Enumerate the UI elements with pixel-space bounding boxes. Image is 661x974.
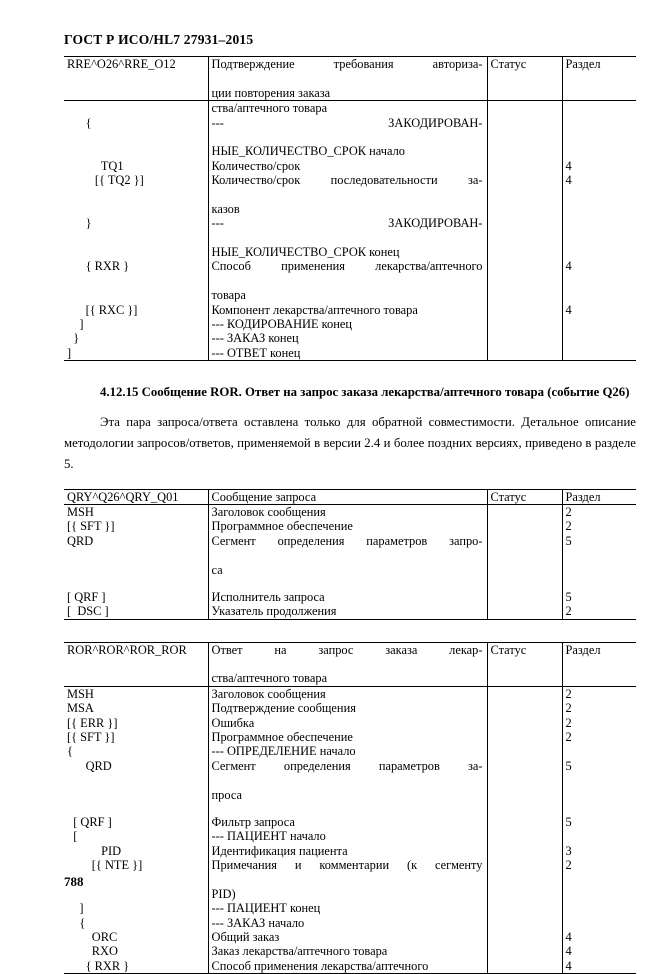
- table-row: [64, 604, 636, 619]
- row-desc: Указатель продолжения: [208, 604, 487, 619]
- row-section: 3: [565, 843, 572, 858]
- row-status: [487, 759, 562, 802]
- row-code: [ DSC ]: [64, 604, 208, 619]
- table-row: [64, 944, 636, 958]
- table-row: [64, 759, 636, 802]
- column-header-section: Раздел: [562, 489, 636, 504]
- row-status: [487, 901, 562, 915]
- row-section: 2: [565, 858, 572, 873]
- row-code: PID: [67, 843, 122, 858]
- table-row: [64, 331, 636, 345]
- section-paragraph: Эта пара запроса/ответа оставлена только для обратной совместимости. Детальное описание методологии запросов/ответов, применяемой в версии 2.4 и более поздних версиях, приведено в разделе 5.: [64, 415, 636, 471]
- row-status: [487, 730, 562, 744]
- table-row: [64, 716, 636, 730]
- row-code: MSH: [67, 504, 94, 519]
- table-row: [64, 519, 636, 533]
- row-status: [487, 101, 562, 116]
- row-section: [562, 744, 636, 758]
- table-row: [64, 590, 636, 604]
- row-status: [487, 331, 562, 345]
- row-code: {: [67, 915, 86, 930]
- row-status: [487, 346, 562, 361]
- row-status: [487, 701, 562, 715]
- row-section: 5: [565, 589, 572, 604]
- table-row: [64, 259, 636, 302]
- row-status: [487, 604, 562, 619]
- row-status: [487, 716, 562, 730]
- row-desc: Исполнитель запроса: [208, 590, 487, 604]
- table-row: [64, 815, 636, 829]
- row-section: 4: [565, 930, 572, 945]
- row-section: 2: [565, 519, 572, 534]
- column-header-desc: Сообщение запроса: [208, 489, 487, 504]
- row-status: [487, 858, 562, 901]
- row-section: [562, 331, 636, 345]
- row-section: 5: [565, 758, 572, 773]
- row-desc: --- ЗАКАЗ начало: [208, 916, 487, 930]
- row-desc: Сегмент определения параметров за- проса: [208, 759, 487, 802]
- row-desc: --- ОТВЕТ конец: [208, 346, 487, 361]
- row-section: 4: [565, 158, 572, 173]
- row-code: [{ ERR }]: [67, 715, 118, 730]
- column-header-code: QRY^Q26^QRY_Q01: [64, 489, 208, 504]
- row-section: [562, 101, 636, 116]
- segment-table-ror-wrap: [64, 642, 636, 974]
- row-status: [487, 216, 562, 259]
- row-code: ]: [67, 901, 84, 916]
- row-desc: Способ применения лекарства/аптечного: [208, 959, 487, 974]
- row-code: }: [67, 216, 92, 231]
- table-row: [64, 346, 636, 361]
- column-header-code: ROR^ROR^ROR_ROR: [64, 642, 208, 686]
- row-code: [{ SFT }]: [67, 730, 115, 745]
- table-header-row: [64, 489, 636, 504]
- row-status: [487, 259, 562, 302]
- row-desc: Программное обеспечение: [208, 519, 487, 533]
- row-section: [562, 829, 636, 843]
- row-status: [487, 159, 562, 173]
- row-code: TQ1: [67, 158, 124, 173]
- row-section: 5: [565, 533, 572, 548]
- row-section: [562, 802, 636, 815]
- table-row: [64, 173, 636, 216]
- table-row: [64, 534, 636, 577]
- row-code: { RXR }: [64, 959, 208, 974]
- row-section: 2: [565, 701, 572, 716]
- row-section: 2: [565, 504, 572, 519]
- row-code: [ QRF ]: [67, 814, 112, 829]
- row-section: 4: [565, 259, 572, 274]
- row-section: 4: [565, 173, 572, 188]
- table-row: [64, 504, 636, 519]
- table-row: [64, 303, 636, 317]
- column-header-section: Раздел: [562, 57, 636, 101]
- table-row: [64, 730, 636, 744]
- row-desc: [208, 802, 487, 815]
- row-desc: Заголовок сообщения: [208, 504, 487, 519]
- row-desc: --- ЗАКАЗ конец: [208, 331, 487, 345]
- row-desc: Сегмент определения параметров запро- са: [208, 534, 487, 577]
- row-section: [562, 116, 636, 159]
- row-desc: --- ПАЦИЕНТ начало: [208, 829, 487, 843]
- column-header-section: Раздел: [562, 642, 636, 686]
- row-desc: Программное обеспечение: [208, 730, 487, 744]
- row-section: 2: [565, 730, 572, 745]
- row-status: [487, 916, 562, 930]
- row-section: 2: [565, 686, 572, 701]
- row-status: [487, 959, 562, 974]
- row-desc: --- КОДИРОВАНИЕ конец: [208, 317, 487, 331]
- row-code: QRD: [67, 758, 112, 773]
- column-header-status: Статус: [487, 57, 562, 101]
- row-section: [562, 577, 636, 590]
- table-row: [64, 116, 636, 159]
- table-row: [64, 959, 636, 974]
- page-content: [64, 56, 636, 974]
- row-code: [: [67, 829, 78, 844]
- row-desc: --- ЗАКОДИРОВАН- НЫЕ_КОЛИЧЕСТВО_СРОК конец: [208, 216, 487, 259]
- table-header-row: [64, 642, 636, 686]
- column-header-status: Статус: [487, 642, 562, 686]
- column-header-desc: Подтверждение требования авториза- ции повторения заказа: [208, 57, 487, 101]
- row-status: [487, 944, 562, 958]
- row-code: [64, 577, 208, 590]
- row-status: [487, 802, 562, 815]
- row-desc: --- ОПРЕДЕЛЕНИЕ начало: [208, 744, 487, 758]
- table-row: [64, 701, 636, 715]
- row-desc: --- ПАЦИЕНТ конец: [208, 901, 487, 915]
- row-desc: Идентификация пациента: [208, 844, 487, 858]
- row-section: 4: [565, 302, 572, 317]
- row-code: [{ SFT }]: [67, 519, 115, 534]
- row-desc: Ошибка: [208, 716, 487, 730]
- table-row-spacer: [64, 802, 636, 815]
- table-row: [64, 901, 636, 915]
- row-code: [64, 101, 208, 116]
- row-status: [487, 504, 562, 519]
- segment-table-ror: [64, 642, 636, 974]
- row-desc: [208, 577, 487, 590]
- row-status: [487, 930, 562, 944]
- row-code: {: [67, 744, 73, 759]
- row-status: [487, 303, 562, 317]
- row-desc: Компонент лекарства/аптечного товара: [208, 303, 487, 317]
- table-row: [64, 829, 636, 843]
- table-row: [64, 101, 636, 116]
- row-desc: Количество/срок последовательности за- казов: [208, 173, 487, 216]
- row-code: [{ TQ2 }]: [67, 173, 144, 188]
- table-row: [64, 744, 636, 758]
- row-desc: Заказ лекарства/аптечного товара: [208, 944, 487, 958]
- table-row: [64, 216, 636, 259]
- row-desc: Фильтр запроса: [208, 815, 487, 829]
- segment-table-qry-wrap: [64, 489, 636, 620]
- row-code: {: [67, 115, 92, 130]
- row-status: [487, 173, 562, 216]
- row-status: [487, 116, 562, 159]
- table-row: [64, 858, 636, 901]
- row-code: QRD: [67, 533, 94, 548]
- row-desc: Заголовок сообщения: [208, 686, 487, 701]
- segment-table-qry: [64, 489, 636, 620]
- row-code: [ QRF ]: [67, 589, 106, 604]
- row-status: [487, 815, 562, 829]
- row-section: 2: [562, 604, 636, 619]
- row-status: [487, 590, 562, 604]
- row-status: [487, 519, 562, 533]
- row-section: [562, 216, 636, 259]
- page-number: 788: [64, 874, 84, 889]
- table-row: [64, 930, 636, 944]
- table-row-spacer: [64, 577, 636, 590]
- row-desc: --- ЗАКОДИРОВАН- НЫЕ_КОЛИЧЕСТВО_СРОК начало: [208, 116, 487, 159]
- segment-table-rre: [64, 56, 636, 361]
- row-code: [64, 802, 208, 815]
- row-desc: Количество/срок: [208, 159, 487, 173]
- row-desc: ства/аптечного товара: [208, 101, 487, 116]
- row-section: 5: [565, 814, 572, 829]
- row-code: }: [67, 331, 80, 346]
- table-row: [64, 317, 636, 331]
- row-section: [562, 916, 636, 930]
- row-status: [487, 577, 562, 590]
- row-status: [487, 686, 562, 701]
- row-status: [487, 534, 562, 577]
- column-header-desc: Ответ на запрос заказа лекар- ства/аптечного товара: [208, 642, 487, 686]
- row-code: ]: [64, 346, 208, 361]
- row-status: [487, 844, 562, 858]
- row-section: 4: [562, 959, 636, 974]
- row-desc: Способ применения лекарства/аптечного товара: [208, 259, 487, 302]
- table-header-row: [64, 57, 636, 101]
- page-header: ГОСТ Р ИСО/HL7 27931–2015: [64, 32, 254, 47]
- row-section: [562, 901, 636, 915]
- column-header-code: RRE^O26^RRE_O12: [64, 57, 208, 101]
- row-section: 2: [565, 715, 572, 730]
- row-section: [562, 346, 636, 361]
- table-row: [64, 844, 636, 858]
- row-code: ]: [67, 317, 84, 332]
- section-title: 4.12.15 Сообщение ROR. Ответ на запрос заказа лекарства/аптечного товара (событие Q26): [100, 385, 630, 400]
- row-code: [{ RXC }]: [67, 302, 138, 317]
- row-desc: Подтверждение сообщения: [208, 701, 487, 715]
- row-code: MSA: [67, 701, 94, 716]
- row-desc: Общий заказ: [208, 930, 487, 944]
- row-status: [487, 744, 562, 758]
- row-status: [487, 829, 562, 843]
- table-row: [64, 686, 636, 701]
- row-code: [{ NTE }]: [67, 858, 143, 873]
- row-section: [562, 317, 636, 331]
- table-row: [64, 159, 636, 173]
- row-code: { RXR }: [67, 259, 130, 274]
- table-row: [64, 916, 636, 930]
- column-header-status: Статус: [487, 489, 562, 504]
- row-section: 4: [565, 944, 572, 959]
- row-code: ORC: [67, 930, 118, 945]
- row-desc: Примечания и комментарии (к сегменту PID): [208, 858, 487, 901]
- row-code: MSH: [67, 686, 94, 701]
- row-code: RXO: [67, 944, 118, 959]
- row-status: [487, 317, 562, 331]
